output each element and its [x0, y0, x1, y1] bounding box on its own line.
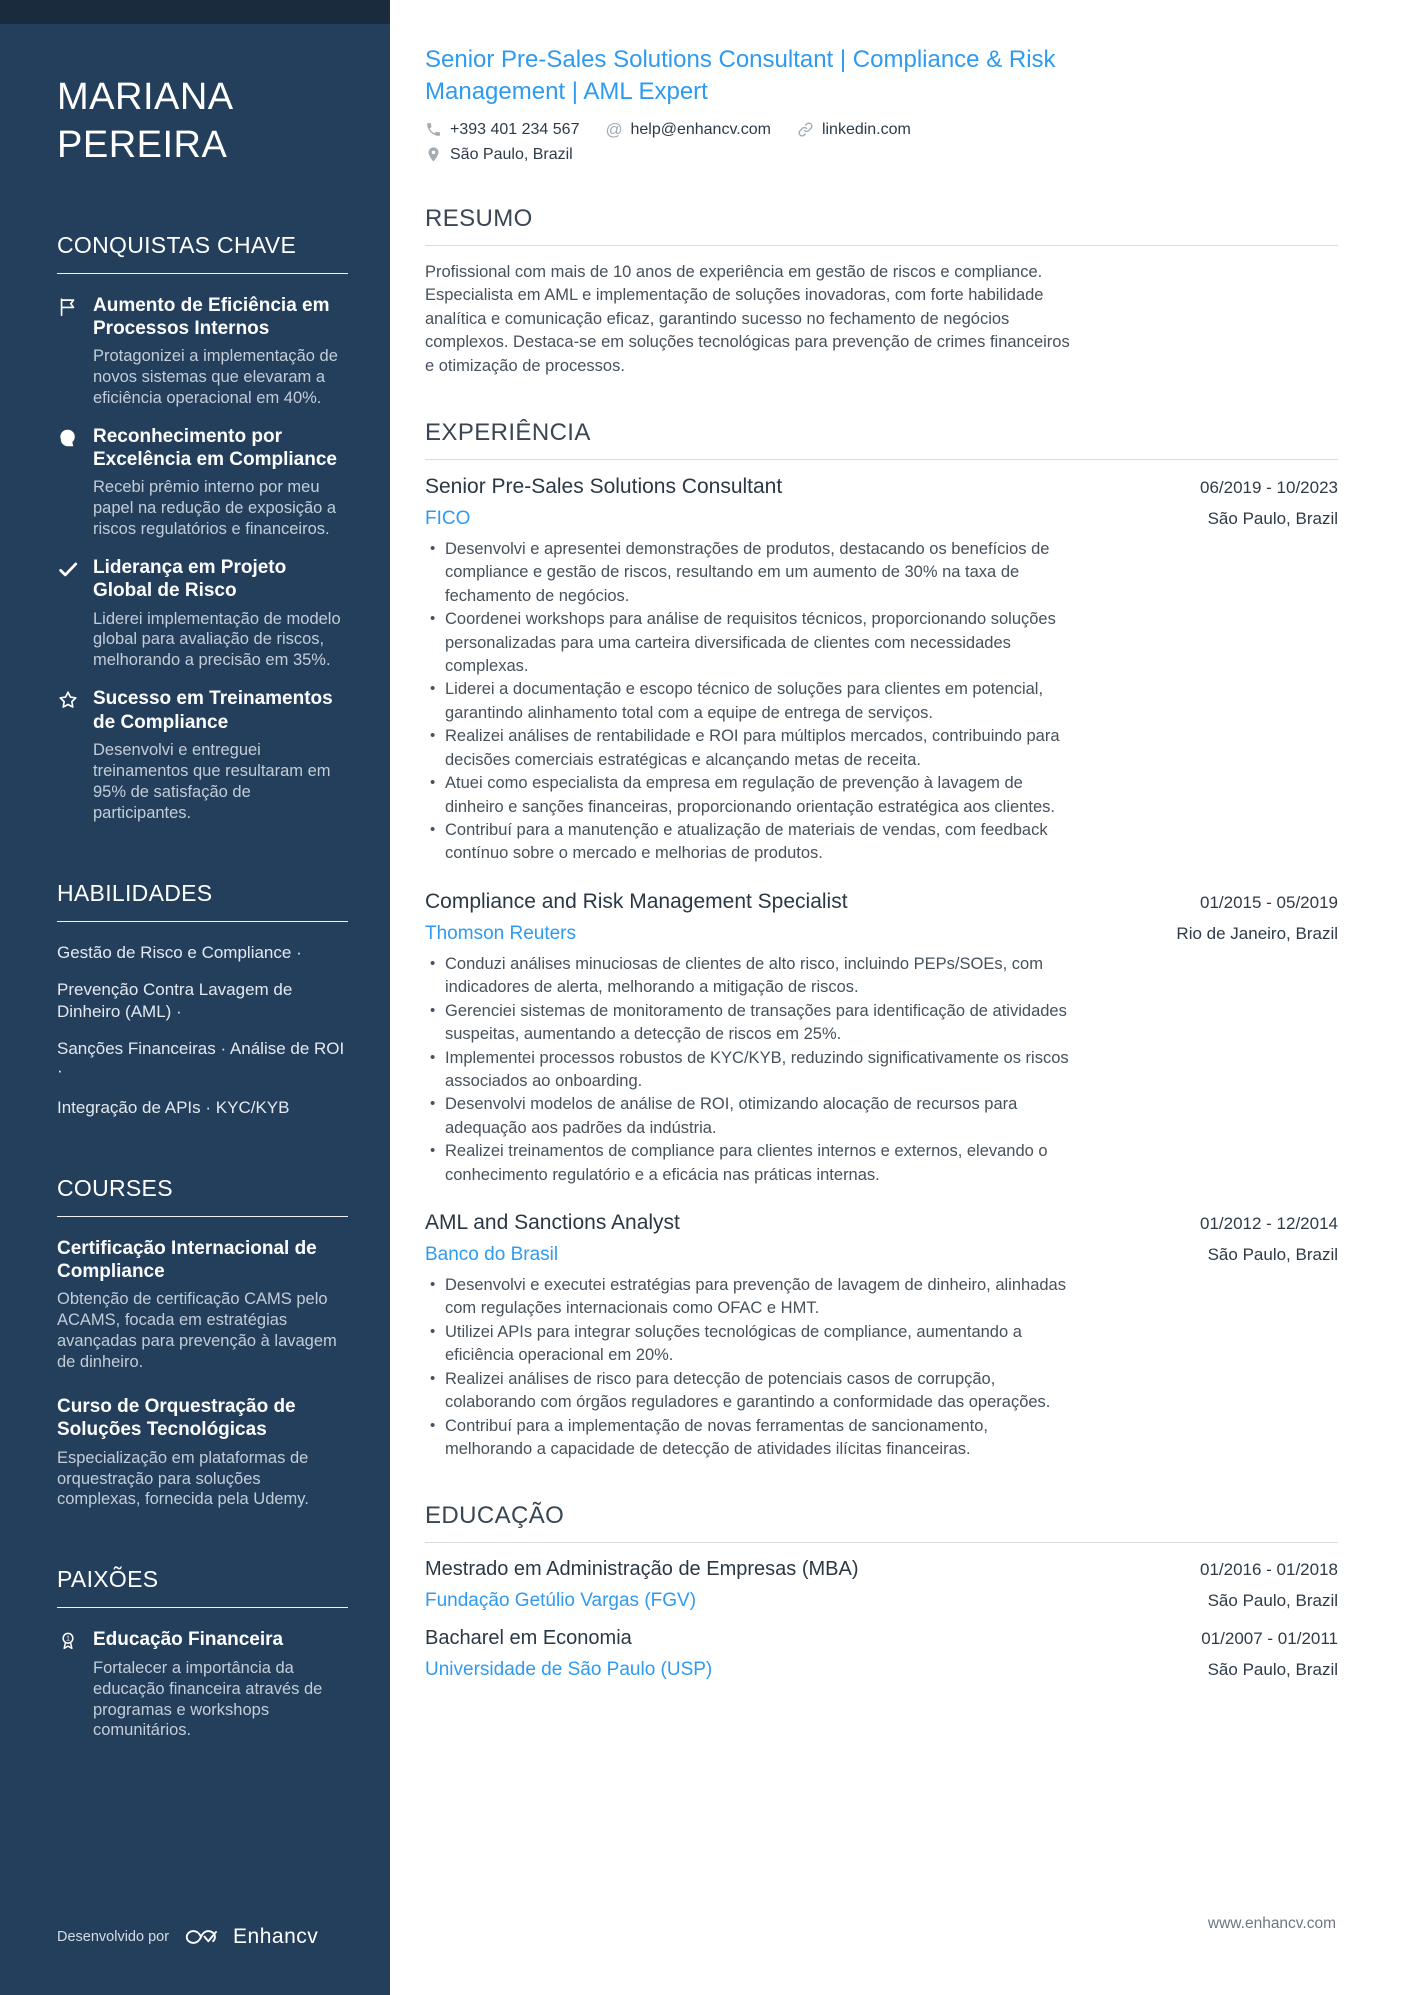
achievement-item — [57, 294, 348, 409]
achievement-item — [57, 687, 348, 823]
main-column — [390, 0, 1410, 1995]
degree-dates: 01/2016 - 01/2018 — [1199, 1560, 1338, 1580]
flag-icon — [57, 296, 79, 318]
job-dates: 01/2015 - 05/2019 — [1199, 892, 1338, 912]
achievement-text: Recebi prêmio interno por meu papel na redução de exposição a riscos regulatórios e financeiros. — [93, 478, 337, 539]
education-heading: EDUCAÇÃO — [425, 1502, 565, 1530]
school-row — [425, 1590, 1338, 1612]
email-address[interactable]: help@enhancv.com — [630, 120, 771, 138]
bullet-item: • Realizei treinamentos de compliance para clientes internos e externos, elevando o conhecimento regulatório e a eficácia nas práticas internas. — [425, 1140, 1073, 1187]
bullet-item: • Realizei análises de risco para detecção de potenciais casos de corrupção, colaborando com órgãos reguladores e garantindo a conformidade das operações. — [425, 1368, 1073, 1415]
achievement-text: Desenvolvi e entreguei treinamentos que resultaram em 95% de satisfação de participantes. — [93, 740, 331, 822]
phone-icon — [425, 121, 442, 138]
bullet-item: • Gerenciei sistemas de monitoramento de transações para identificação de atividades suspeitas, aumentando a detecção de riscos em 25%. — [425, 1000, 1073, 1047]
skills-heading: HABILIDADES — [57, 879, 213, 906]
star-icon — [57, 689, 79, 711]
section-summary — [425, 205, 1338, 378]
bullet-item: • Desenvolvi e apresentei demonstrações de produtos, destacando os benefícios de compliance e gestão de riscos, resultando em um aumento de 30% na taxa de fechamento de negócios. — [425, 538, 1073, 608]
divider — [425, 459, 1338, 460]
sidebar-content — [0, 24, 390, 1925]
job-entry — [425, 890, 1338, 1187]
job-header-row — [425, 890, 1338, 914]
passion-item — [57, 1628, 348, 1741]
divider — [57, 1216, 348, 1217]
contact-row — [425, 121, 1338, 139]
job-company-row — [425, 923, 1338, 945]
resume-headline: Senior Pre-Sales Solutions Consultant | Compliance & Risk Management | AML Expert — [425, 46, 1056, 105]
bullet-item: • Coordenei workshops para análise de requisitos técnicos, proporcionando soluções personalizadas para uma carteira diversificada de clientes com necessidades complexas. — [425, 608, 1073, 678]
bullet-item: • Atuei como especialista da empresa em regulação de prevenção à lavagem de dinheiro e sanções financeiras, proporcionando orientação estratégica aos clientes. — [425, 772, 1073, 819]
experience-heading: EXPERIÊNCIA — [425, 418, 591, 446]
degree-row — [425, 1627, 1338, 1650]
link-icon — [797, 121, 814, 138]
company-name: Banco do Brasil — [425, 1244, 559, 1266]
check-icon — [57, 558, 79, 580]
achievements-heading: CONQUISTAS CHAVE — [57, 231, 297, 258]
location-pin-icon — [425, 146, 442, 163]
degree-row — [425, 1558, 1338, 1581]
education-entry — [425, 1558, 1338, 1612]
contact-row — [425, 146, 1338, 164]
contact-block — [425, 121, 1338, 164]
job-company-row — [425, 1244, 1338, 1266]
at-icon: @ — [605, 120, 623, 140]
bullet-item: • Contribuí para a manutenção e atualização de materiais de vendas, com feedback contínuo sobre o mercado e melhorias de produtos. — [425, 819, 1073, 866]
achievement-title: Reconhecimento por Excelência em Compliance — [93, 425, 337, 471]
achievement-title: Sucesso em Treinamentos de Compliance — [93, 688, 333, 733]
bullet-item: • Liderei a documentação e escopo técnico de soluções para clientes em potencial, garantindo alinhamento total com a equipe de entrega de serviços. — [425, 678, 1073, 725]
location-contact — [425, 146, 573, 164]
section-courses — [57, 1175, 348, 1510]
section-skills — [57, 880, 348, 1120]
job-role: Senior Pre-Sales Solutions Consultant — [425, 474, 783, 498]
section-passions — [57, 1566, 348, 1741]
job-header-row — [425, 475, 1338, 499]
job-entry — [425, 1211, 1338, 1461]
enhancv-logo-icon — [181, 1926, 221, 1948]
divider — [425, 245, 1338, 246]
job-bullets — [425, 1274, 1073, 1461]
skill-item: Sanções Financeiras · Análise de ROI · — [57, 1038, 345, 1080]
brand-name: Enhancv — [233, 1925, 319, 1948]
sidebar — [0, 0, 390, 1995]
school-row — [425, 1659, 1338, 1681]
degree-title: Bacharel em Economia — [425, 1627, 632, 1650]
degree-title: Mestrado em Administração de Empresas (MBA) — [425, 1558, 859, 1581]
achievement-title: Aumento de Eficiência em Processos Internos — [93, 294, 330, 339]
course-title: Curso de Orquestração de Soluções Tecnológicas — [57, 1396, 296, 1441]
candidate-name: MARIANA PEREIRA — [57, 76, 232, 166]
linkedin-contact — [797, 121, 911, 139]
summary-text: Profissional com mais de 10 anos de experiência em gestão de riscos e compliance. Especialista em AML e implementação de soluções inovadoras, com forte habilidade analítica e comunicação eficaz, garantindo sucesso no fechamento de negócios complexos. Destaca-se em soluções tecnológicas para prevenção de crimes financeiros e otimização de processos. — [425, 262, 1070, 375]
school-name: Universidade de São Paulo (USP) — [425, 1659, 713, 1681]
summary-heading: RESUMO — [425, 204, 533, 232]
divider — [57, 1607, 348, 1608]
school-location: São Paulo, Brazil — [1207, 1660, 1338, 1680]
section-education — [425, 1502, 1338, 1681]
phone-number[interactable]: +393 401 234 567 — [450, 120, 580, 138]
course-item — [57, 1237, 348, 1373]
medal-icon — [57, 1630, 79, 1652]
achievement-body — [93, 687, 348, 823]
bullet-item: • Desenvolvi modelos de análise de ROI, otimizando alocação de recursos para adequação aos padrões da indústria. — [425, 1093, 1073, 1140]
job-header-row — [425, 1211, 1338, 1235]
course-item — [57, 1395, 348, 1510]
job-entry — [425, 475, 1338, 866]
achievement-body — [93, 556, 348, 671]
course-title: Certificação Internacional de Compliance — [57, 1238, 317, 1283]
passion-title: Educação Financeira — [93, 1629, 284, 1651]
achievement-text: Protagonizei a implementação de novos sistemas que elevaram a eficiência operacional em 40%. — [93, 347, 338, 407]
location-text: São Paulo, Brazil — [450, 145, 573, 163]
courses-heading: COURSES — [57, 1175, 173, 1202]
skill-item: Prevenção Contra Lavagem de Dinheiro (AML) · — [57, 979, 293, 1021]
achievement-item — [57, 556, 348, 671]
job-bullets — [425, 953, 1073, 1187]
job-location: Rio de Janeiro, Brazil — [1176, 923, 1338, 943]
enhancv-website-link[interactable]: www.enhancv.com — [1207, 1915, 1336, 1932]
job-role: AML and Sanctions Analyst — [425, 1211, 680, 1235]
achievement-body — [93, 425, 348, 540]
sidebar-footer — [0, 1925, 390, 1995]
company-name: FICO — [425, 507, 471, 529]
bullet-item: • Implementei processos robustos de KYC/KYB, reduzindo significativamente os riscos associados ao onboarding. — [425, 1047, 1073, 1094]
bullet-item: • Realizei análises de rentabilidade e ROI para múltiplos mercados, contribuindo para decisões comerciais estratégicas e alcançando metas de receita. — [425, 725, 1073, 772]
bullet-item: • Desenvolvi e executei estratégias para prevenção de lavagem de dinheiro, alinhadas com regulações internacionais como OFAC e HMT. — [425, 1274, 1073, 1321]
job-company-row — [425, 508, 1338, 530]
made-by-label: Desenvolvido por — [57, 1929, 170, 1945]
job-location: São Paulo, Brazil — [1207, 508, 1338, 528]
passion-body — [93, 1628, 348, 1741]
course-text: Obtenção de certificação CAMS pelo ACAMS, focada em estratégias avançadas para prevenção à lavagem de dinheiro. — [57, 1290, 337, 1372]
achievement-title: Liderança em Projeto Global de Risco — [93, 557, 287, 602]
bullet-item: • Conduzi análises minuciosas de clientes de alto risco, incluindo PEPs/SOEs, com indicadores de alerta, melhorando a mitigação de riscos. — [425, 953, 1073, 1000]
degree-dates: 01/2007 - 01/2011 — [1201, 1629, 1338, 1649]
achievement-item — [57, 425, 348, 540]
achievement-body — [93, 294, 348, 409]
passions-heading: PAIXÕES — [57, 1566, 159, 1593]
svg-text:1: 1 — [66, 1636, 70, 1644]
bullet-item: • Contribuí para a implementação de novas ferramentas de sancionamento, melhorando a capacidade de detecção de atividades ilícitas financeiras. — [425, 1415, 1073, 1462]
section-key-achievements — [57, 232, 348, 824]
job-dates: 06/2019 - 10/2023 — [1199, 477, 1338, 497]
job-role: Compliance and Risk Management Specialist — [425, 889, 848, 913]
passion-text: Fortalecer a importância da educação financeira através de programas e workshops comunitários. — [93, 1658, 323, 1740]
job-bullets — [425, 538, 1073, 866]
course-text: Especialização em plataformas de orquestração para soluções complexas, fornecida pela Udemy. — [57, 1448, 309, 1509]
section-experience — [425, 419, 1338, 1462]
divider — [425, 1542, 1338, 1543]
achievement-text: Liderei implementação de modelo global para avaliação de riscos, melhorando a precisão em 35%. — [93, 609, 341, 670]
skill-item: Gestão de Risco e Compliance · — [57, 942, 302, 962]
school-location: São Paulo, Brazil — [1207, 1591, 1338, 1611]
school-name: Fundação Getúlio Vargas (FGV) — [425, 1590, 697, 1612]
top-accent-bar — [0, 0, 390, 24]
linkedin-url[interactable]: linkedin.com — [821, 120, 911, 138]
skill-item: Integração de APIs · KYC/KYB — [57, 1097, 290, 1117]
person-head-icon — [57, 427, 79, 449]
job-location: São Paulo, Brazil — [1207, 1245, 1338, 1265]
company-name: Thomson Reuters — [425, 922, 577, 944]
divider — [57, 921, 348, 922]
education-entry — [425, 1627, 1338, 1681]
email-contact — [605, 121, 770, 139]
job-dates: 01/2012 - 12/2014 — [1199, 1214, 1338, 1234]
phone-contact — [425, 121, 579, 139]
bullet-item: • Utilizei APIs para integrar soluções tecnológicas de compliance, aumentando a eficiência operacional em 20%. — [425, 1321, 1073, 1368]
divider — [57, 273, 348, 274]
